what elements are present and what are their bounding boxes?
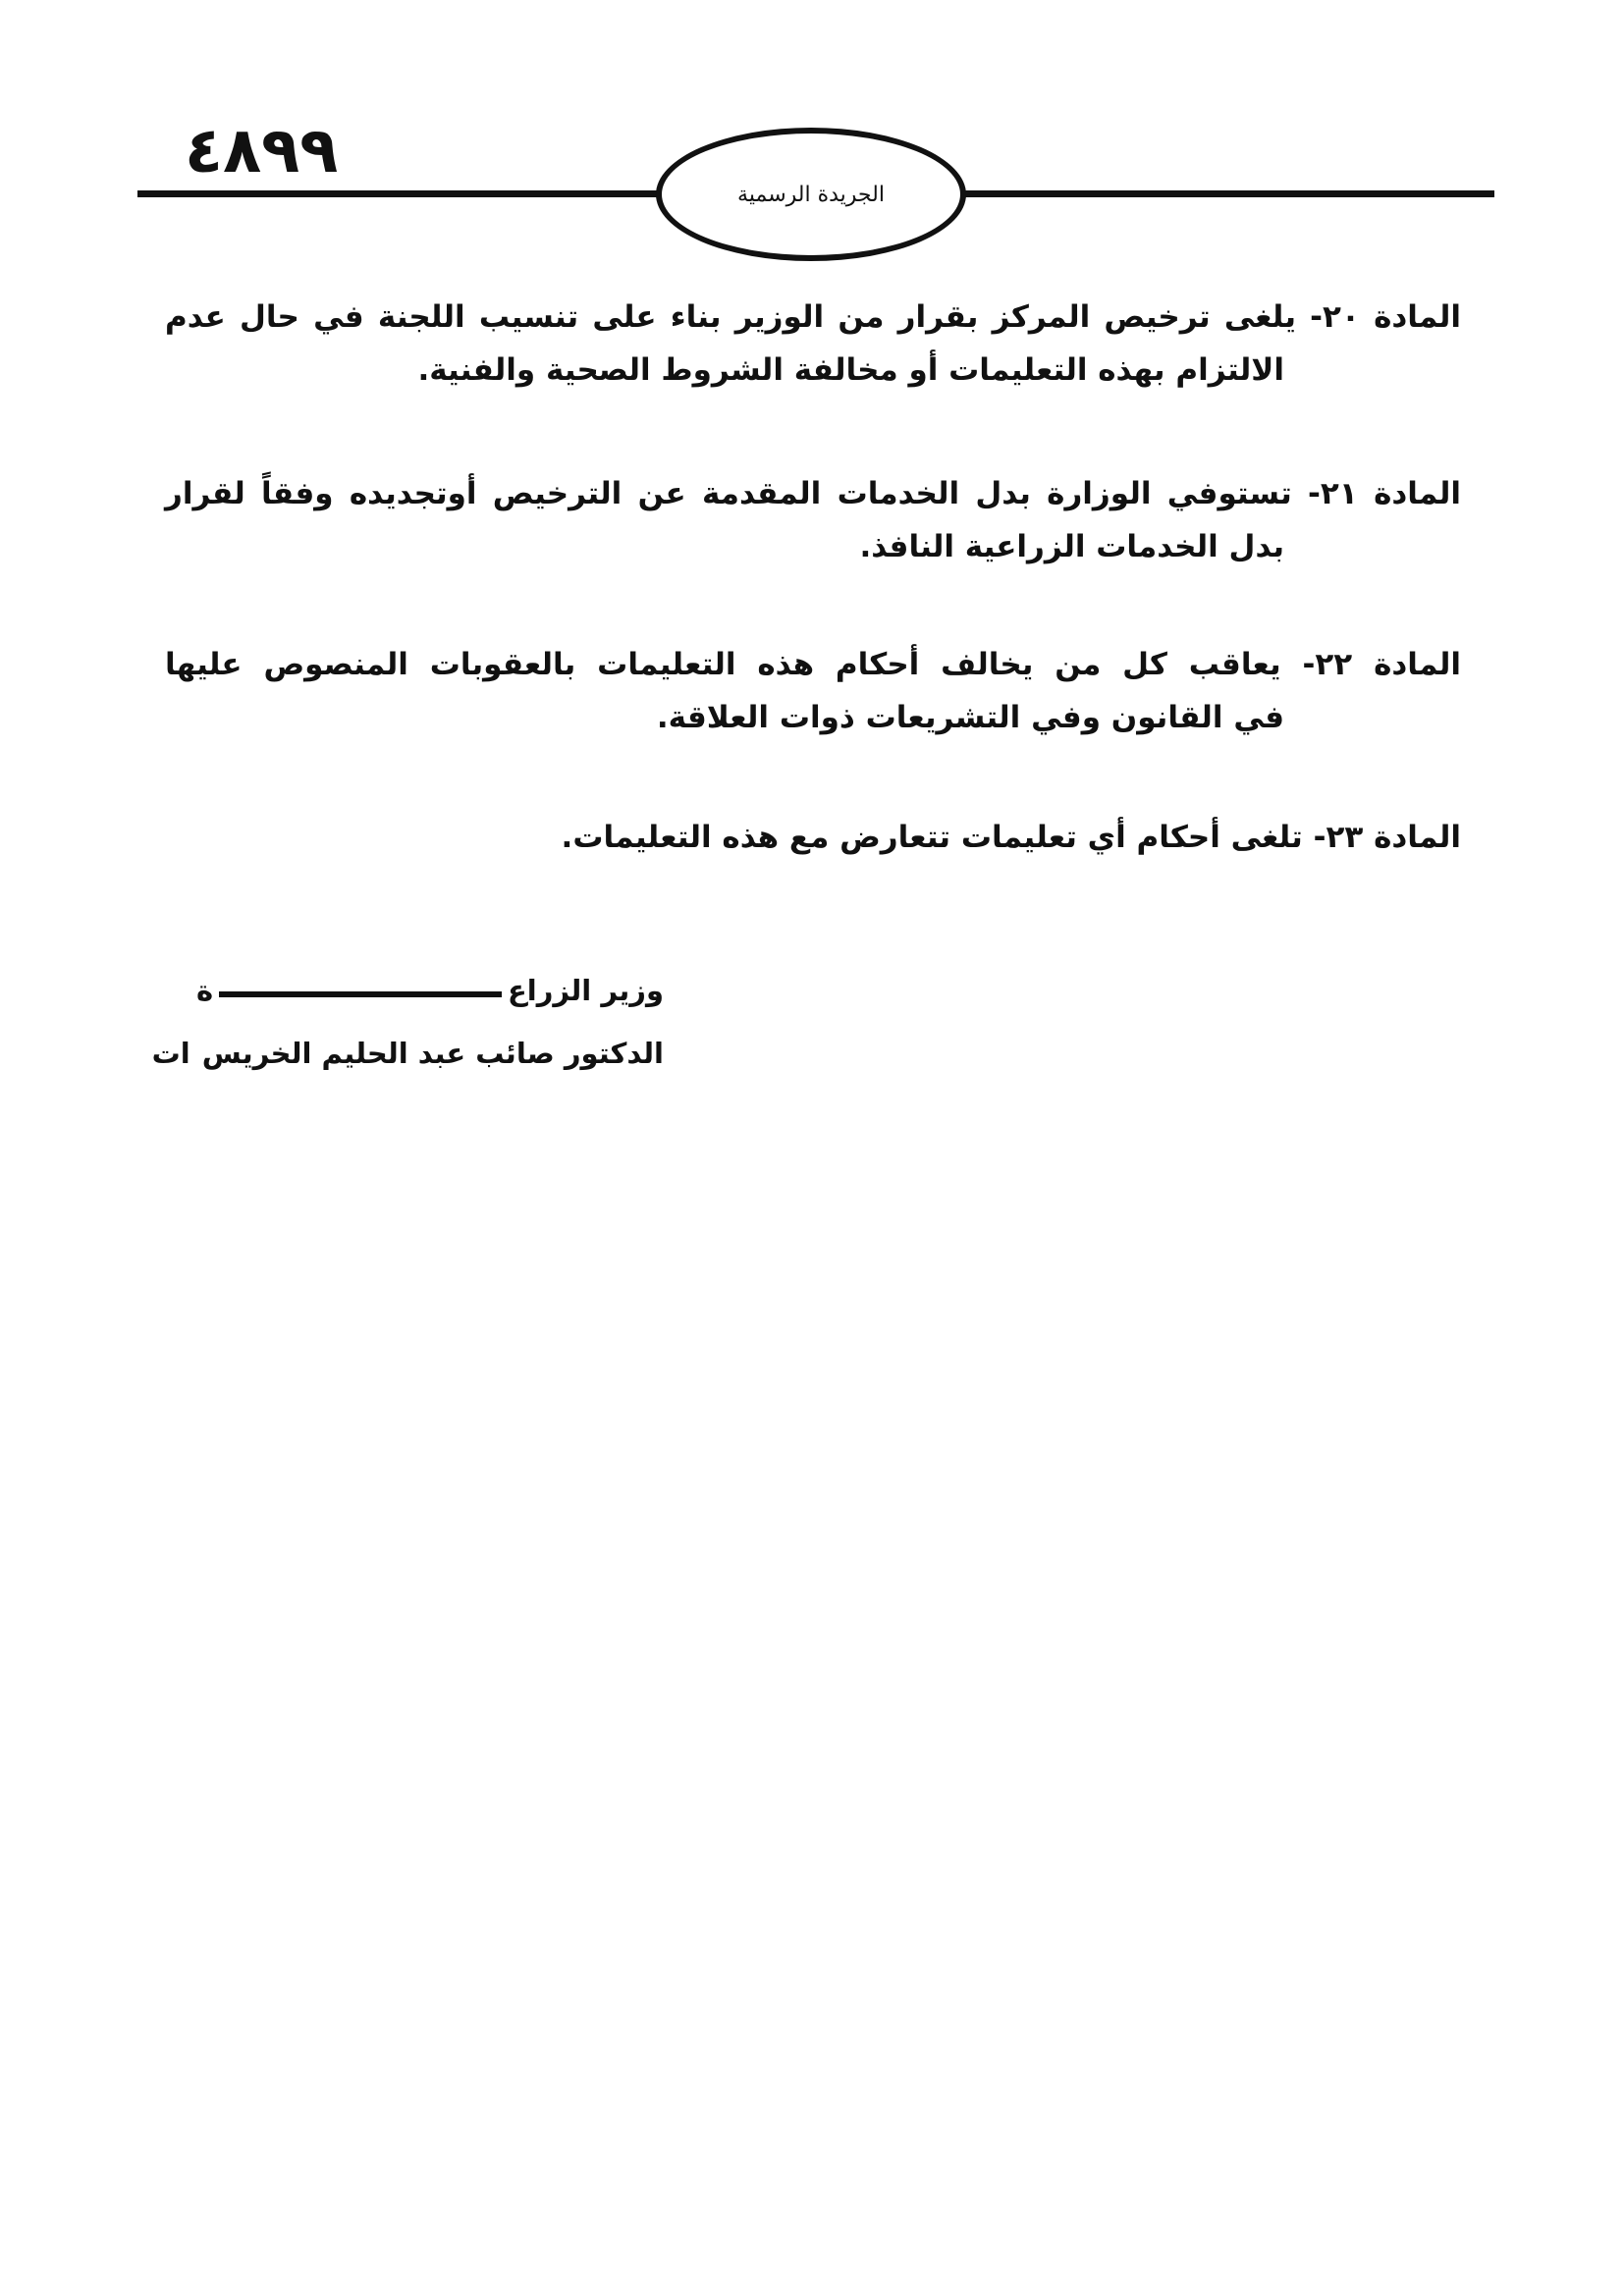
article-20-line-1: المادة ٢٠- يلغى ترخيص المركز بقرار من الوزير بناء على تنسيب اللجنة في حال عدم [165,299,1461,335]
signature-minister-title [196,974,664,1007]
article-23 [165,811,1461,864]
article-23-line-1: المادة ٢٣- تلغى أحكام أي تعليمات تتعارض مع هذه التعليمات. [561,820,1461,855]
signature-name-end: ات [151,1037,190,1070]
signature-title-kashida [219,991,502,997]
article-21-line-1: المادة ٢١- تستوفي الوزارة بدل الخدمات المقدمة عن الترخيص أوتجديده وفقاً لقرار [165,476,1461,511]
signature-name-start: الدكتور صائب عبد الحليم الخريس [201,1037,664,1070]
article-20 [165,291,1461,397]
signature-title-end: ة [196,974,214,1007]
article-21 [165,467,1461,573]
article-22-line-2: في القانون وفي التشريعات ذوات العلاقة. [656,700,1284,735]
gazette-title: الجريدة الرسمية [737,182,885,207]
article-21-line-2: بدل الخدمات الزراعية النافذ. [859,529,1284,564]
page-number: ٤٨٩٩ [185,115,339,187]
signature-title-start: وزير الزراع [507,974,664,1007]
gazette-title-oval [656,128,966,261]
article-22-line-1: المادة ٢٢- يعاقب كل من يخالف أحكام هذه التعليمات بالعقوبات المنصوص عليها [165,647,1461,682]
article-22 [165,638,1461,744]
signature-minister-name [151,1037,664,1070]
article-20-line-2: الالتزام بهذه التعليمات أو مخالفة الشروط الصحية والفنية. [417,352,1284,388]
